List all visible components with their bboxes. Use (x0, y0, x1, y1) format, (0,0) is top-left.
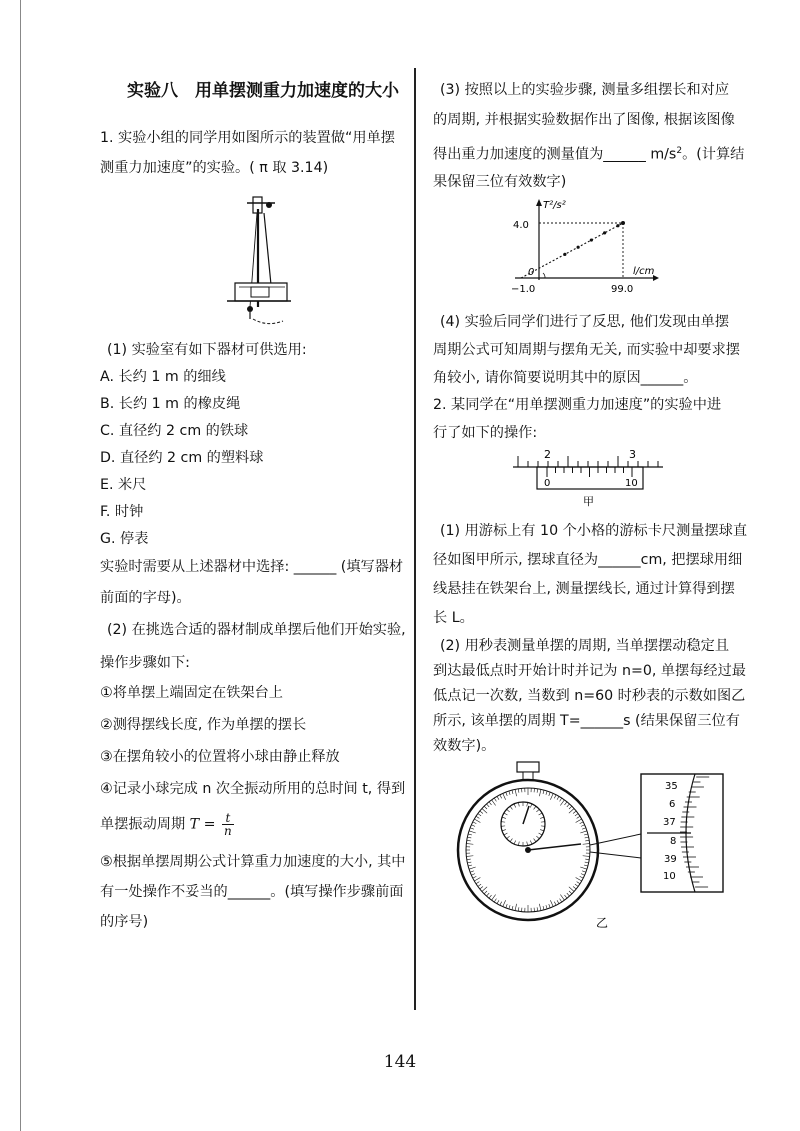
step-5-line3: 的序号) (100, 914, 149, 930)
stopwatch-figure (463, 762, 753, 936)
q2-part1-line2: 径如图甲所示, 摆球直径为______cm, 把摆球用细 (433, 552, 743, 568)
q1-part4-line2: 周期公式可知周期与摆角无关, 而实验中却要求摆 (433, 342, 740, 358)
q1-part3-line3 (433, 141, 744, 165)
q1-part3-line3-pre: 得出重力加速度的测量值为______ m/s (433, 146, 677, 163)
data-point-end (621, 221, 625, 225)
main-scale-2: 2 (544, 448, 551, 461)
graph-y-arrow (536, 199, 542, 206)
q1-part3-line4: 果保留三位有效数字) (433, 174, 567, 190)
graph-marks (521, 221, 625, 278)
vernier-caliper-svg (513, 447, 663, 509)
q1-part4-line1: (4) 实验后同学们进行了反思, 他们发现由单摆 (440, 314, 730, 330)
scan-edge (20, 0, 21, 1131)
q1-stem-line2: 测重力加速度”的实验。( π 取 3.14) (100, 160, 329, 176)
stopwatch-caption: 乙 (596, 916, 609, 930)
pendulum-apparatus-figure (225, 195, 295, 334)
step-4-line2-prefix: 单摆振动周期 (100, 816, 186, 833)
stopwatch-svg (463, 762, 753, 932)
zoom-label-39: 39 (664, 854, 677, 865)
main-scale-ticks (518, 456, 658, 467)
t2-l-graph (503, 198, 663, 307)
q2-part2-line4: 所示, 该单摆的周期 T=______s (结果保留三位有 (433, 713, 740, 729)
q1-part2-line2: 操作步骤如下: (100, 655, 190, 671)
fit-line (521, 223, 623, 278)
q1-part1-question-line1: 实验时需要从上述器材中选择: ______ (填写器材 (100, 559, 404, 575)
graph-origin: 0 (528, 267, 535, 278)
q2-part2-line3: 低点记一次数, 当数到 n=60 时秒表的示数如图乙 (433, 688, 746, 704)
q1-part3-line1: (3) 按照以上的实验步骤, 测量多组摆长和对应 (440, 82, 730, 98)
zoom-label-35: 35 (665, 781, 678, 792)
option-c: C. 直径约 2 cm 的铁球 (100, 423, 249, 439)
step-1: ①将单摆上端固定在铁架台上 (100, 685, 283, 701)
main-scale-3: 3 (629, 448, 636, 461)
period-formula-lhs: T = (189, 816, 216, 833)
q1-part1-question-line2: 前面的字母)。 (100, 590, 191, 606)
step-5-line2: 有一处操作不妥当的______。(填写操作步骤前面 (100, 884, 404, 900)
q1-part3-line3-post: 。(计算结 (682, 146, 745, 163)
formula-numerator: t (222, 812, 234, 825)
step-3: ③在摆角较小的位置将小球由静止释放 (100, 749, 340, 765)
q2-part2-line1: (2) 用秒表测量单摆的周期, 当单摆摆动稳定且 (440, 638, 730, 654)
zoom-label-37: 37 (663, 817, 676, 828)
option-f: F. 时钟 (100, 504, 144, 520)
vernier-scale-ticks (547, 467, 632, 477)
q1-part1-intro: (1) 实验室有如下器材可供选用: (107, 342, 307, 358)
option-a: A. 长约 1 m 的细线 (100, 369, 226, 385)
q2-part2-line2: 到达最低点时开始计时并记为 n=0, 单摆每经过最 (433, 663, 746, 679)
unit-exponent: 2 (676, 146, 683, 156)
vernier-caliper-figure (513, 447, 663, 513)
page-title: 实验八 用单摆测重力加速度的大小 (127, 81, 399, 101)
graph-x-tick: 99.0 (611, 284, 634, 295)
q2-stem-line1: 2. 某同学在“用单摆测重力加速度”的实验中进 (433, 397, 722, 413)
vernier-10: 10 (625, 478, 638, 489)
step-2: ②测得摆线长度, 作为单摆的摆长 (100, 717, 307, 733)
theta-arc (543, 273, 545, 278)
graph-y-tick: 4.0 (513, 220, 529, 231)
zoom-label-10: 10 (663, 871, 676, 882)
zoom-label-8: 8 (670, 836, 677, 847)
option-g: G. 停表 (100, 531, 149, 547)
q1-part4-line3: 角较小, 请你简要说明其中的原因______。 (433, 370, 698, 386)
zoom-label-6: 6 (669, 799, 676, 810)
option-e: E. 米尺 (100, 477, 147, 493)
step-5-line1: ⑤根据单摆周期公式计算重力加速度的大小, 其中 (100, 854, 406, 870)
column-divider (414, 68, 416, 1010)
step-4-line2 (100, 812, 234, 837)
q1-part2-line1: (2) 在挑选合适的器材制成单摆后他们开始实验, (107, 622, 406, 638)
q2-part1-line1: (1) 用游标上有 10 个小格的游标卡尺测量摆球直 (440, 523, 748, 539)
data-point (577, 246, 580, 249)
center-pin (525, 847, 531, 853)
page-number: 144 (383, 1052, 417, 1072)
data-point (603, 231, 606, 234)
q2-part2-line5: 效数字)。 (433, 738, 496, 754)
option-d: D. 直径约 2 cm 的塑料球 (100, 450, 264, 466)
q2-part1-line3: 线悬挂在铁架台上, 测量摆线长, 通过计算得到摆 (433, 581, 735, 597)
period-formula-fraction (222, 812, 234, 837)
option-b: B. 长约 1 m 的橡皮绳 (100, 396, 241, 412)
data-point (616, 224, 619, 227)
data-point (563, 253, 566, 256)
step-4-line1: ④记录小球完成 n 次全振动所用的总时间 t, 得到 (100, 781, 406, 797)
graph-y-label: T²/s² (543, 200, 566, 211)
stopwatch-crown (517, 762, 539, 772)
q2-part1-line4: 长 L。 (433, 610, 474, 626)
graph-x-neg-tick: −1.0 (511, 284, 536, 295)
q1-part3-line2: 的周期, 并根据实验数据作出了图像, 根据该图像 (433, 112, 735, 128)
caliper-caption: 甲 (583, 495, 594, 508)
data-point (590, 238, 593, 241)
t2-l-graph-svg (503, 198, 663, 303)
q1-stem-line1: 1. 实验小组的同学用如图所示的装置做“用单摆 (100, 130, 395, 146)
graph-x-label: l/cm (633, 266, 655, 277)
formula-denominator: n (224, 824, 232, 838)
vernier-0: 0 (544, 478, 551, 489)
q2-stem-line2: 行了如下的操作: (433, 425, 538, 441)
